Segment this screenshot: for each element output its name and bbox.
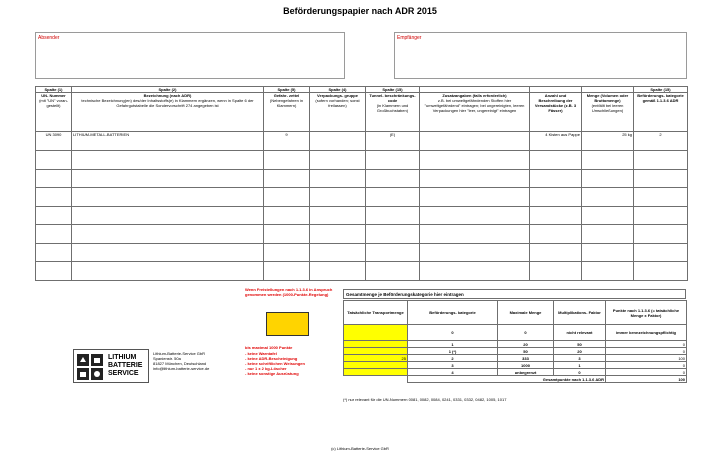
gm-factor: 20 <box>554 348 606 355</box>
receiver-box[interactable] <box>394 32 687 79</box>
empty-cell[interactable] <box>264 169 310 188</box>
col-header <box>582 93 634 132</box>
col-sub: technische Bezeichnung(en) des/der Inhaltsstoffs(e) in Klammern ergänzen, wenn in Spalte 6 der Gefahrgutstabelle die Sondervorschrift 274 angegeben ist <box>81 98 254 109</box>
col-spalte: Spalte (5) <box>264 87 310 93</box>
gm-title: Gesamtmenge je Beförderungskategorie hier eintragen <box>343 289 686 299</box>
empty-cell[interactable] <box>530 225 582 244</box>
gm-header: Beförderungs- kategorie <box>408 301 498 325</box>
gm-quantity-input[interactable] <box>344 341 408 348</box>
logo-line3: SERVICE <box>108 370 139 377</box>
gm-category: 1 (*) <box>408 348 498 355</box>
gm-points: immer kennzeichnungspflichtig <box>606 325 687 341</box>
empty-cell[interactable] <box>72 169 264 188</box>
empty-cell[interactable] <box>634 243 688 262</box>
sender-box[interactable] <box>35 32 345 79</box>
empty-cell[interactable] <box>72 150 264 169</box>
gm-points: 0 <box>606 362 687 369</box>
col-head: Beförderungs- kategorie gemäß 1.1.3.6 ADR <box>637 93 684 104</box>
logo-line2: BATTERIE <box>108 362 143 369</box>
gm-max: 0 <box>498 325 554 341</box>
empty-cell[interactable] <box>582 225 634 244</box>
gm-category: 0 <box>408 325 498 341</box>
col-head: Menge (Volumen oder Bruttomenge) <box>586 93 629 104</box>
rule-item: - keine schriftlichen Weisungen <box>245 361 305 366</box>
gm-max: 1000 <box>498 362 554 369</box>
empty-cell[interactable] <box>310 206 366 225</box>
gm-max: 333 <box>498 355 554 362</box>
empty-cell[interactable] <box>264 188 310 207</box>
receiver-label: Empfänger <box>397 35 422 41</box>
empty-cell[interactable] <box>420 169 530 188</box>
empty-cell[interactable] <box>530 150 582 169</box>
empty-cell[interactable] <box>36 150 72 169</box>
gm-quantity-input[interactable] <box>344 369 408 376</box>
gm-max: 20 <box>498 341 554 348</box>
gm-max: unbegrenzt <box>498 369 554 376</box>
company-street: Spanienstr. 50a <box>153 356 181 361</box>
gm-category: 3 <box>408 362 498 369</box>
col-head: Bezeichnung (nach ADR) <box>143 93 192 99</box>
empty-cell[interactable] <box>310 225 366 244</box>
col-header <box>366 93 420 132</box>
empty-cell[interactable] <box>366 206 420 225</box>
gm-note: (*) nur relevant für die UN-Nummern 0081, 0082, 0084, 0241, 0331, 0332, 0482, 1005, 1017 <box>343 397 507 402</box>
empty-cell[interactable] <box>72 225 264 244</box>
gm-category: 4 <box>408 369 498 376</box>
col-head: Gefahr- zettel <box>273 93 300 99</box>
col-sub: (Nebengefahren in Klammern) <box>269 98 304 109</box>
company-email[interactable]: info@lithium-batterie-service.de <box>153 366 210 371</box>
gm-factor: nicht relevant <box>554 325 606 341</box>
col-head: Anzahl und Beschreibung der Versandstücke (z.B. 3 Fässer) <box>534 93 577 114</box>
empty-cell[interactable] <box>310 150 366 169</box>
col-spalte: Spalte (15) <box>366 87 420 93</box>
empty-cell[interactable] <box>420 188 530 207</box>
company-logo <box>73 349 149 383</box>
empty-cell[interactable] <box>634 188 688 207</box>
col-spalte: Spalte (15) <box>634 87 688 93</box>
gm-points: 0 <box>606 348 687 355</box>
cell-packages[interactable]: 4 Kisten aus Pappe <box>530 132 582 151</box>
col-header <box>264 93 310 132</box>
empty-cell[interactable] <box>530 262 582 281</box>
points-table <box>343 300 687 383</box>
battery-truck-icon <box>76 353 106 381</box>
empty-cell[interactable] <box>420 243 530 262</box>
empty-cell[interactable] <box>72 188 264 207</box>
col-spalte: Spalte (4) <box>310 87 366 93</box>
empty-cell[interactable] <box>36 262 72 281</box>
rule-item: - keine Warntafel <box>245 351 277 356</box>
empty-cell[interactable] <box>310 243 366 262</box>
col-sub: (entfällt bei leeren Umschließungen) <box>591 103 624 114</box>
gm-header: Punkte nach 1.1.3.6 (= tatsächliche Menge x Faktor) <box>606 301 687 325</box>
rules-list <box>245 351 340 376</box>
empty-cell[interactable] <box>634 262 688 281</box>
empty-cell[interactable] <box>530 243 582 262</box>
col-header <box>310 93 366 132</box>
gm-points: 0 <box>606 341 687 348</box>
empty-cell[interactable] <box>264 150 310 169</box>
empty-cell[interactable] <box>634 169 688 188</box>
col-head: Zusatzangaben (falls erforderlich) <box>442 93 507 99</box>
col-sub: (mit "UN" voran- gestellt) <box>39 98 68 109</box>
empty-cell[interactable] <box>36 243 72 262</box>
empty-cell[interactable] <box>72 262 264 281</box>
empty-cell[interactable] <box>72 206 264 225</box>
empty-cell[interactable] <box>530 188 582 207</box>
empty-cell[interactable] <box>582 188 634 207</box>
col-sub: z.B. bei umweltgefährdenden Stoffen hier "umweltgefährdend" eintragen; bei ungereinigten, leeren Verpackungen hier "leer, ungereinigt" eintragen <box>424 98 525 114</box>
rule-item: - keine ADR-Bescheinigung <box>245 356 298 361</box>
empty-cell[interactable] <box>36 188 72 207</box>
col-spalte: Spalte (1) <box>36 87 72 93</box>
gm-points: 0 <box>606 369 687 376</box>
col-header <box>36 93 72 132</box>
gm-quantity-input[interactable] <box>344 362 408 369</box>
col-sub: (in Klammern und Großbuchstaben) <box>376 103 409 114</box>
empty-cell[interactable] <box>420 206 530 225</box>
exemption-warning: Wenn Freistellungen nach 1.1.3.6 in Anspruch genommen werden (1000-Punkte-Regelung) <box>245 287 333 297</box>
gm-quantity-input[interactable] <box>344 348 408 355</box>
empty-cell[interactable] <box>264 206 310 225</box>
empty-cell[interactable] <box>36 206 72 225</box>
gm-spacer <box>344 376 408 383</box>
cell-label[interactable]: 9 <box>264 132 310 151</box>
empty-cell[interactable] <box>366 150 420 169</box>
empty-cell[interactable] <box>366 262 420 281</box>
empty-cell[interactable] <box>582 206 634 225</box>
cell-packing-group[interactable] <box>310 132 366 151</box>
empty-cell[interactable] <box>582 169 634 188</box>
gm-points: 100 <box>606 355 687 362</box>
cell-description[interactable]: LITHIUM-METALL-BATTERIEN <box>72 132 264 151</box>
empty-cell[interactable] <box>36 169 72 188</box>
empty-cell[interactable] <box>634 206 688 225</box>
company-city: 81827 München, Deutschland <box>153 361 207 366</box>
gm-factor: 1 <box>554 362 606 369</box>
empty-cell[interactable] <box>582 243 634 262</box>
page-title: Beförderungspapier nach ADR 2015 <box>283 6 437 16</box>
empty-cell[interactable] <box>264 225 310 244</box>
empty-cell[interactable] <box>420 150 530 169</box>
empty-cell[interactable] <box>366 225 420 244</box>
empty-cell[interactable] <box>420 262 530 281</box>
empty-cell[interactable] <box>530 169 582 188</box>
empty-cell[interactable] <box>530 206 582 225</box>
cell-quantity[interactable]: 25 kg <box>582 132 634 151</box>
cell-un-number[interactable]: UN 3090 <box>36 132 72 151</box>
col-head: Tunnel- beschränkungs- code <box>369 93 416 104</box>
company-address <box>153 351 243 371</box>
dangerous-goods-table <box>35 86 688 281</box>
cell-additional[interactable] <box>420 132 530 151</box>
hazard-placard-square <box>266 312 309 336</box>
cell-tunnel-code[interactable]: (E) <box>366 132 420 151</box>
rules-title: bis maximal 1000 Punkte <box>245 345 293 350</box>
col-header <box>634 93 688 132</box>
cell-category[interactable]: 2 <box>634 132 688 151</box>
col-spalte: Spalte (2) <box>72 87 264 93</box>
logo-line1: LITHIUM <box>108 354 137 361</box>
gm-header: Maximale Menge <box>498 301 554 325</box>
gm-category: 2 <box>408 355 498 362</box>
gm-quantity-input[interactable]: 25 <box>344 355 408 362</box>
empty-cell[interactable] <box>264 243 310 262</box>
gm-factor: 3 <box>554 355 606 362</box>
col-sub: (sofern vorhanden; sonst freilassen) <box>315 98 360 109</box>
gm-total: 100 <box>606 376 687 383</box>
empty-cell[interactable] <box>634 150 688 169</box>
col-header <box>72 93 264 132</box>
empty-cell[interactable] <box>36 225 72 244</box>
empty-cell[interactable] <box>420 225 530 244</box>
empty-cell[interactable] <box>634 225 688 244</box>
empty-cell[interactable] <box>310 188 366 207</box>
gm-header: Multiplikations- Faktor <box>554 301 606 325</box>
empty-cell[interactable] <box>366 188 420 207</box>
gm-max: 50 <box>498 348 554 355</box>
col-head: Verpackungs- gruppe <box>317 93 358 99</box>
empty-cell[interactable] <box>310 262 366 281</box>
empty-cell[interactable] <box>72 243 264 262</box>
company-name: Lithium-Batterie-Service GbR <box>153 351 206 356</box>
gm-header: Tatsächliche Transportmenge <box>344 301 408 325</box>
gm-factor: 0 <box>554 369 606 376</box>
col-header <box>530 93 582 132</box>
gm-factor: 50 <box>554 341 606 348</box>
empty-cell[interactable] <box>366 243 420 262</box>
empty-cell[interactable] <box>310 169 366 188</box>
rule-item: - nur 1 x 2 kg-Löscher <box>245 366 287 371</box>
rule-item: - keine sonstige Ausrüstung <box>245 371 299 376</box>
footer-copyright: (c) Lithium-Batterie-Service GbR <box>331 446 389 451</box>
col-header <box>420 93 530 132</box>
sender-label: Absender <box>38 35 60 41</box>
gm-category: 1 <box>408 341 498 348</box>
empty-cell[interactable] <box>264 262 310 281</box>
empty-cell[interactable] <box>582 262 634 281</box>
col-head: UN- Nummer <box>41 93 66 99</box>
gm-total-label: Gesamtpunkte nach 1.1.3.6 ADR <box>408 376 606 383</box>
empty-cell[interactable] <box>582 150 634 169</box>
gm-quantity-input[interactable] <box>344 325 408 341</box>
empty-cell[interactable] <box>366 169 420 188</box>
